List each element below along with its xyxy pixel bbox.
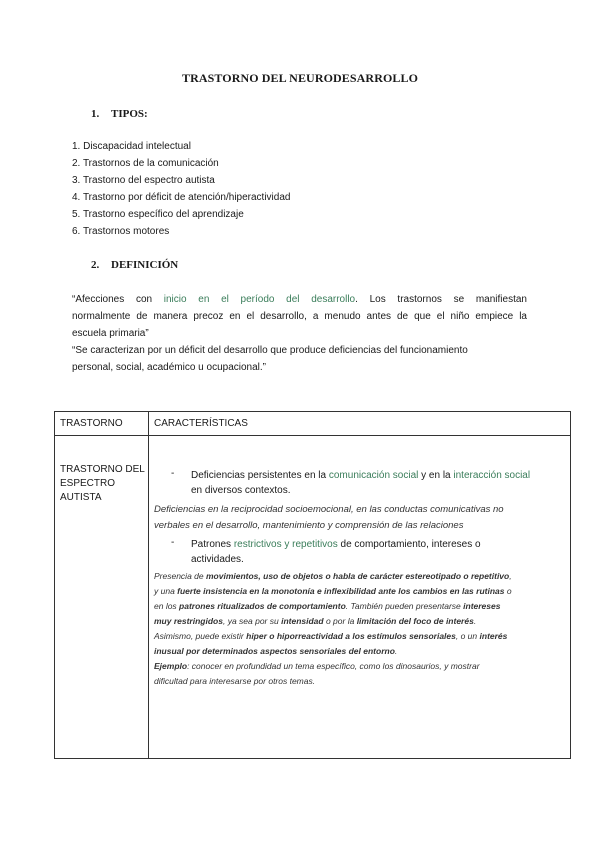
- section-number: 1.: [91, 108, 100, 120]
- highlight-text: comunicación social: [328, 470, 419, 481]
- bold-text: movimientos, uso de objetos o habla de carácter estereotipado o repetitivo: [205, 571, 510, 581]
- note-text: [154, 502, 562, 534]
- bold-text: intereses: [463, 601, 501, 611]
- bullet-item: [191, 468, 561, 498]
- highlight-text: restrictivos y repetitivos: [233, 539, 338, 550]
- header-cell-disorder: TRASTORNO: [55, 412, 149, 436]
- bullet-dash: -: [171, 468, 175, 479]
- text: Patrones: [191, 539, 234, 550]
- text: de comportamiento, intereses o: [337, 539, 481, 550]
- text: dificultad para interesarse por otros temas.: [154, 676, 316, 686]
- bullet-item: [191, 537, 561, 567]
- text: Deficiencias en la reciprocidad socioemocional, en las conductas comunicativas no: [154, 504, 504, 515]
- characteristics-content: [149, 436, 570, 758]
- text: : conocer en profundidad un tema específico, como los dinosaurios, y mostrar: [187, 661, 480, 671]
- bold-text: intensidad: [281, 616, 324, 626]
- text: o por la: [323, 616, 357, 626]
- text: o: [504, 586, 512, 596]
- definition-line: [72, 291, 527, 308]
- characteristics-table: [54, 411, 571, 759]
- text: en los: [154, 601, 180, 611]
- text: . Los trastornos se manifiestan: [355, 294, 527, 305]
- definition-line: escuela primaria”: [72, 328, 149, 339]
- highlight-text: inicio en el período del desarrollo: [163, 294, 356, 305]
- section-title: DEFINICIÓN: [111, 259, 179, 271]
- text: ESPECTRO: [60, 478, 116, 489]
- list-item: 5. Trastorno específico del aprendizaje: [72, 209, 244, 220]
- detail-text: [154, 569, 562, 689]
- table-header-row: [55, 412, 571, 436]
- text: y en la: [418, 470, 454, 481]
- list-item: 2. Trastornos de la comunicación: [72, 158, 219, 169]
- table-row: [55, 436, 571, 759]
- list-item: 4. Trastorno por déficit de atención/hiperactividad: [72, 192, 291, 203]
- section-number: 2.: [91, 259, 100, 271]
- definition-paragraph-1: [72, 291, 527, 376]
- text: Asimismo, puede existir: [154, 631, 247, 641]
- text: .: [394, 646, 398, 656]
- bullet-dash: -: [171, 537, 175, 548]
- text: actividades.: [191, 554, 244, 565]
- bold-text: inusual por determinados aspectos sensoriales del entorno: [154, 646, 395, 656]
- text: en diversos contextos.: [191, 485, 291, 496]
- section-heading-definition: [91, 259, 178, 271]
- text: , ya sea por su: [222, 616, 282, 626]
- list-item: 3. Trastorno del espectro autista: [72, 175, 215, 186]
- definition-line: “Se caracterizan por un déficit del desarrollo que produce deficiencias del funcionamiento: [72, 345, 468, 356]
- text: ,: [509, 571, 512, 581]
- text: TRASTORNO DEL: [60, 464, 145, 475]
- text: “Afecciones con: [72, 294, 164, 305]
- page-title: TRASTORNO DEL NEURODESARROLLO: [181, 71, 419, 85]
- list-item: 1. Discapacidad intelectual: [72, 141, 191, 152]
- text: AUTISTA: [60, 492, 102, 503]
- section-title: TIPOS:: [111, 108, 148, 120]
- definition-line: personal, social, académico u ocupacional.”: [72, 362, 266, 373]
- bold-text: hiper o hiporreactividad a los estímulos sensoriales: [246, 631, 456, 641]
- bold-text: interés: [479, 631, 508, 641]
- text: , o un: [455, 631, 480, 641]
- text: .: [473, 616, 477, 626]
- bold-text: limitación del foco de interés: [356, 616, 474, 626]
- section-heading-types: [91, 108, 148, 120]
- bold-text: patrones ritualizados de comportamiento: [179, 601, 346, 611]
- bold-text: Ejemplo: [154, 661, 188, 671]
- bold-text: fuerte insistencia en la monotonía e inflexibilidad ante los cambios en las rutinas: [177, 586, 505, 596]
- disorder-name-cell: [55, 436, 149, 759]
- definition-line: normalmente de manera precoz en el desarrollo, a menudo antes de que el niño empiece la: [72, 311, 527, 322]
- bold-text: muy restringidos: [154, 616, 223, 626]
- characteristics-cell: [149, 436, 571, 759]
- text: Deficiencias persistentes en la: [191, 470, 329, 481]
- types-list: [72, 140, 290, 242]
- header-cell-characteristics: CARACTERÍSTICAS: [149, 412, 571, 436]
- text: Presencia de: [154, 571, 206, 581]
- text: . También pueden presentarse: [345, 601, 464, 611]
- text: y una: [154, 586, 178, 596]
- list-item: 6. Trastornos motores: [72, 226, 170, 237]
- text: verbales en el desarrollo, mantenimiento y comprensión de las relaciones: [154, 520, 464, 531]
- highlight-text: interacción social: [453, 470, 531, 481]
